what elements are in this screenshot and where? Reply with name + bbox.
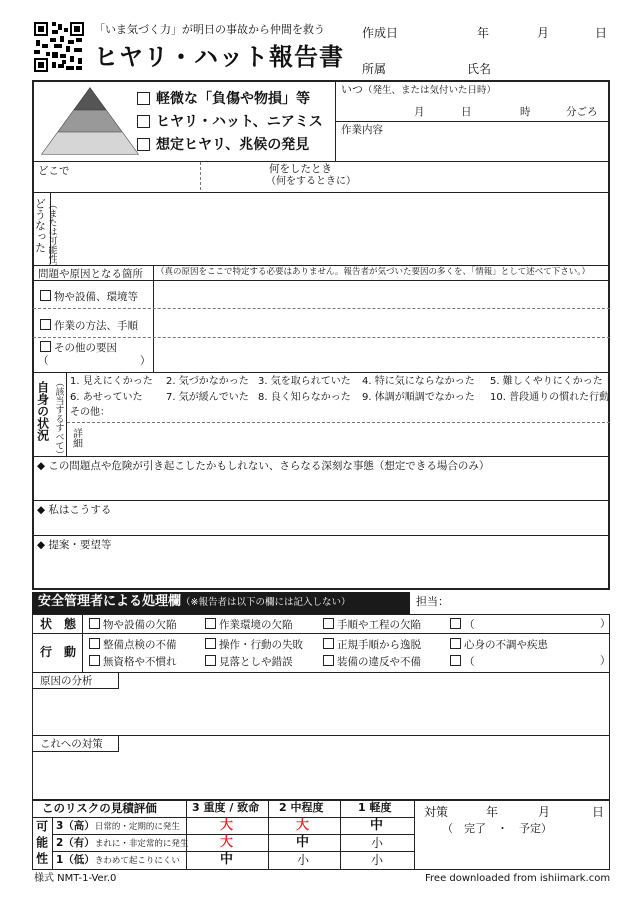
checkbox-equipment[interactable] [40, 290, 51, 301]
serious-consequence-label: ◆ この問題点や危険が引き起こしたかもしれない、さらなる深刻な事態（想定できる場合のみ） [37, 460, 490, 472]
risk-row-high: 3（高）日常的・定期的に発生 [56, 820, 180, 832]
checkbox-action-unqualified[interactable] [89, 655, 100, 666]
risk-cell-2-2: 中 [296, 835, 310, 850]
self-option-4[interactable]: 4. 特に気にならなかった [362, 376, 475, 387]
checkbox-state-equipment[interactable] [89, 618, 100, 629]
risk-col-severe: 3 重度 / 致命 [192, 801, 260, 814]
measure-year-label: 年 [486, 805, 499, 819]
measure-month-label: 月 [538, 805, 551, 819]
action-item-deviation[interactable]: 正規手順から逸脱 [323, 638, 421, 651]
pyramid-item-minor[interactable]: 軽微な「負傷や物損」等 [137, 91, 310, 107]
action-item-health[interactable]: 心身の不調や疾患 [450, 638, 548, 651]
pyramid-item-nearmiss[interactable]: ヒヤリ・ハット、ニアミス [137, 114, 323, 130]
header-subtitle: 「いま気づく力」が明日の事故から仲間を救う [94, 23, 325, 36]
self-option-1[interactable]: 1. 見えにくかった [70, 376, 153, 387]
dept-label: 所属 [362, 62, 387, 76]
cause-area-label: 問題や原因となる箇所 [38, 268, 143, 280]
self-detail-label: 詳細 [70, 428, 82, 448]
action-item-unqualified[interactable]: 無資格や不慣れ [89, 655, 177, 668]
other-cause-paren-open: （ [38, 355, 49, 367]
measure-label: これへの対策 [40, 738, 103, 750]
risk-cell-3-2: 大 [296, 818, 310, 833]
checkbox-method[interactable] [40, 319, 51, 330]
checkbox-action-deviation[interactable] [323, 638, 334, 649]
self-other-label: その他： [70, 407, 110, 418]
checkbox-other-cause[interactable] [40, 341, 51, 352]
checkbox-action-operation[interactable] [205, 638, 216, 649]
created-date-label: 作成日 [362, 26, 399, 40]
form-frame [32, 80, 610, 590]
risk-cell-3-3: 大 [220, 818, 234, 833]
checkbox-action-health[interactable] [450, 638, 461, 649]
self-option-7[interactable]: 7. 気が緩んでいた [166, 392, 249, 403]
self-status-label: 自身の状況 [35, 381, 50, 441]
cause-item-equipment[interactable]: 物や設備、環境等 [40, 290, 138, 303]
when-minute-label: 分ごろ [566, 106, 598, 118]
action-item-other[interactable]: （ [450, 655, 475, 668]
created-year-label: 年 [477, 26, 490, 40]
checkbox-action-other[interactable] [450, 655, 461, 666]
page-title: ヒヤリ・ハット報告書 [94, 43, 344, 71]
possibility-label: 可能性 [34, 820, 49, 868]
risk-cell-1-2: 小 [297, 853, 310, 867]
risk-cell-2-1: 小 [371, 836, 384, 850]
proposal-label: ◆ 提案・要望等 [37, 539, 112, 551]
form-number: 様式 NMT-1-Ver.0 [34, 873, 117, 884]
doing-label: 何をしたとき [269, 163, 332, 175]
checkbox-state-environment[interactable] [205, 618, 216, 629]
manager-person-label: 担当： [416, 595, 449, 608]
checkbox-minor[interactable] [137, 92, 150, 105]
checkbox-action-gear[interactable] [323, 655, 334, 666]
qr-code-icon [34, 22, 84, 72]
action-label: 行 動 [40, 645, 77, 659]
self-option-6[interactable]: 6. あせっていた [70, 392, 143, 403]
action-item-gear[interactable]: 装備の違反や不備 [323, 655, 421, 668]
when-label: いつ（発生、または気付いた日時） [341, 83, 497, 96]
analysis-label: 原因の分析 [40, 675, 93, 687]
state-other-paren-close: ） [600, 618, 611, 630]
risk-col-moderate: 2 中程度 [279, 801, 324, 814]
name-label: 氏名 [467, 62, 492, 76]
action-item-operation[interactable]: 操作・行動の失敗 [205, 638, 303, 651]
state-item-equipment[interactable]: 物や設備の欠陥 [89, 618, 177, 631]
when-month-label: 月 [414, 106, 425, 118]
cause-note: （真の原因をここで特定する必要はありません。報告者が気づいた要因の多くを、「情報」として述べて下さい。） [156, 267, 591, 277]
checkbox-nearmiss[interactable] [137, 115, 150, 128]
checkbox-state-other[interactable] [450, 618, 461, 629]
my-action-label: ◆ 私はこうする [37, 504, 112, 516]
state-item-procedure[interactable]: 手順や工程の欠陥 [323, 618, 421, 631]
pyramid-icon [40, 86, 140, 156]
other-cause-paren-close: ） [140, 355, 151, 367]
result-sub-label: （または可能性） [46, 200, 57, 272]
measure-day-label: 日 [592, 805, 605, 819]
risk-col-minor: 1 軽度 [358, 801, 392, 814]
checkbox-action-inspection[interactable] [89, 638, 100, 649]
where-label: どこで [38, 165, 70, 177]
risk-row-low: 1（低）きわめて起こりにくい [56, 854, 180, 866]
state-label: 状 態 [40, 617, 77, 631]
action-other-paren-close: ） [600, 655, 611, 667]
self-option-3[interactable]: 3. 気を取られていた [258, 376, 351, 387]
risk-row-mid: 2（有）まれに・非定常的に発生 [56, 837, 189, 849]
footer-credit: Free downloaded from ishiimark.com [425, 873, 611, 884]
pyramid-item-assumed[interactable]: 想定ヒヤリ、兆候の発見 [137, 137, 309, 153]
measure-status-label: （ 完了 ・ 予定） [442, 822, 552, 835]
risk-cell-1-3: 中 [220, 852, 234, 867]
self-option-5[interactable]: 5. 難しくやりにくかった [490, 376, 603, 387]
action-item-inspection[interactable]: 整備点検の不備 [89, 638, 177, 651]
self-option-9[interactable]: 9. 体調が順調でなかった [362, 392, 475, 403]
state-item-environment[interactable]: 作業環境の欠陥 [205, 618, 293, 631]
risk-cell-2-3: 大 [220, 835, 234, 850]
self-option-2[interactable]: 2. 気づかなかった [166, 376, 249, 387]
measure-date-label: 対策 [424, 805, 449, 819]
checkbox-action-oversight[interactable] [205, 655, 216, 666]
action-item-oversight[interactable]: 見落としや錯誤 [205, 655, 293, 668]
checkbox-state-procedure[interactable] [323, 618, 334, 629]
checkbox-assumed[interactable] [137, 138, 150, 151]
state-item-other[interactable]: （ [450, 618, 475, 631]
manager-title: 安全管理者による処理欄（※報告者は以下の欄には記入しない） [38, 594, 351, 609]
doing-sub-label: （何をするときに） [266, 176, 356, 187]
when-hour-label: 時 [520, 106, 531, 118]
created-month-label: 月 [537, 26, 550, 40]
self-status-sub-label: （該当するすべて） [53, 378, 64, 459]
result-label: どうなった [33, 198, 47, 253]
cause-item-method[interactable]: 作業の方法、手順 [40, 319, 138, 332]
cause-item-other[interactable]: その他の要因 [40, 341, 117, 354]
risk-cell-3-1: 中 [370, 818, 384, 833]
work-content-label: 作業内容 [341, 124, 383, 136]
when-day-label: 日 [461, 106, 472, 118]
risk-cell-1-1: 小 [371, 853, 384, 867]
created-day-label: 日 [595, 26, 608, 40]
self-option-8[interactable]: 8. 良く知らなかった [258, 392, 351, 403]
self-option-10[interactable]: 10. 普段通りの慣れた行動 [490, 392, 610, 403]
risk-title: このリスクの見積評価 [42, 801, 157, 815]
